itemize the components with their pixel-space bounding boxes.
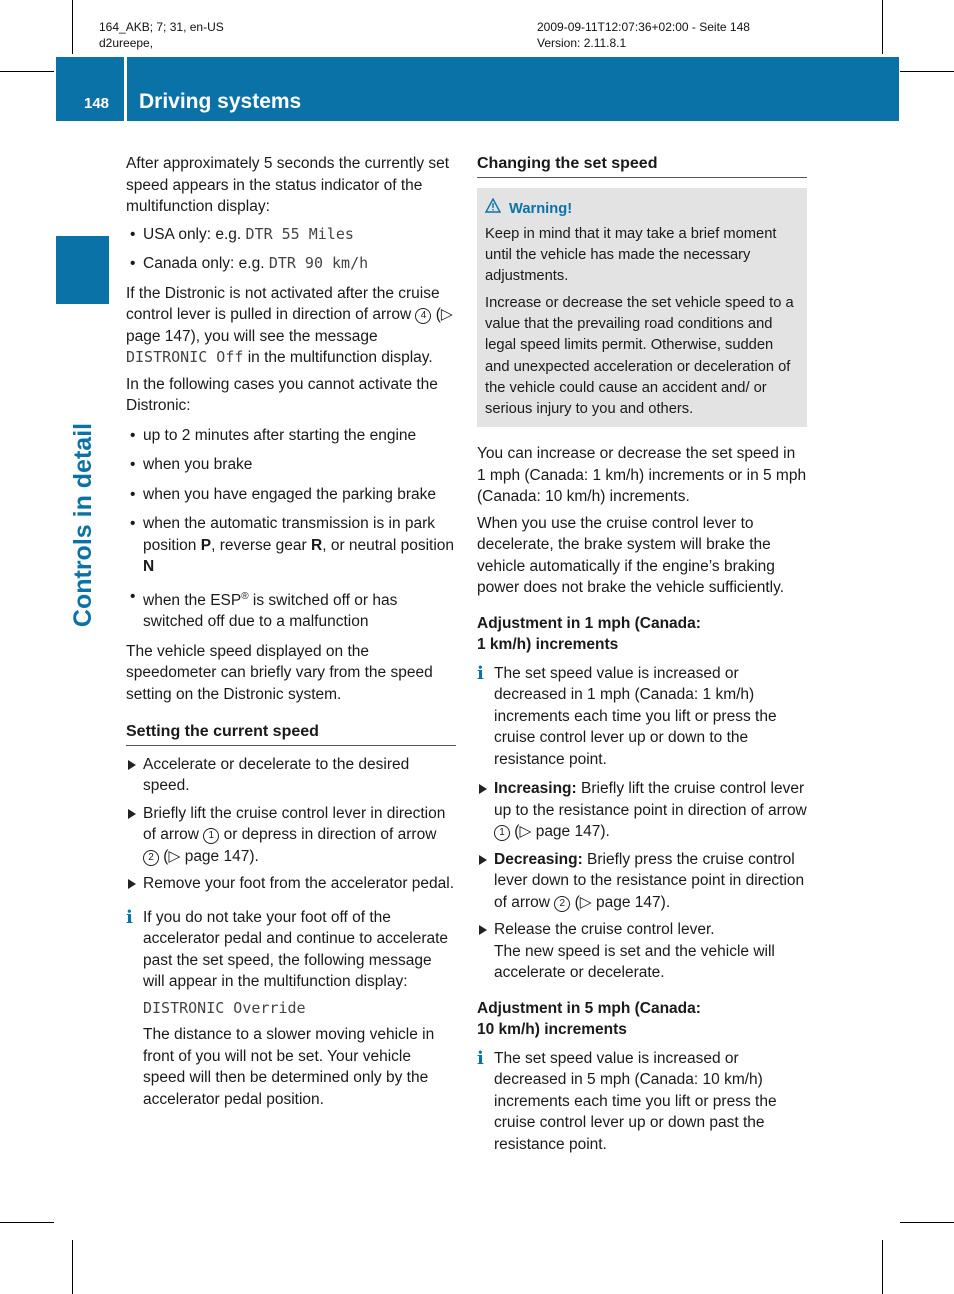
paragraph: You can increase or decrease the set speed in 1 mph (Canada: 1 km/h) increments or in 5 mph (Canada: 10 km/h) increments. [477,445,807,506]
crop-mark [0,1222,54,1223]
text: (▷ page 147), you will see the message [126,306,453,345]
text: Briefly lift the cruise control lever up to the resistance point in direction of arrow [494,780,807,819]
gear-letter: N [143,558,155,575]
action-step: Remove your foot from the accelerator pedal. [126,873,456,895]
warning-text: Keep in mind that it may take a brief moment until the vehicle has made the necessary adjustments. [485,225,777,285]
crop-mark [0,71,54,72]
info-text: The set speed value is increased or decreased in 1 mph (Canada: 1 km/h) increments each time you lift or press the cruise control lever up or down to the resistance point. [494,664,777,768]
text: (▷ page 147). [510,823,610,841]
arrow-number-icon: 4 [415,308,431,324]
list-item: • when you brake [126,454,456,476]
text: Briefly lift the cruise control lever in direction of arrow [143,804,446,844]
list-item [126,253,456,275]
warning-box [477,188,807,428]
paragraph: The vehicle speed displayed on the speedometer can briefly vary from the speed setting on the Distronic system. [126,642,433,703]
info-note [477,663,807,771]
gear-letter: R [311,536,323,554]
meta-line: d2ureepe, [99,36,154,50]
text: , reverse gear [211,536,312,554]
list-item [126,513,456,578]
warning-title [485,198,799,220]
action-step [477,849,807,914]
action-step: Accelerate or decelerate to the desired speed. [126,754,456,797]
text: (▷ page 147). [570,893,671,911]
step-label: Increasing: [494,780,577,798]
subheading [477,613,807,655]
text: If the Distronic is not activated after the cruise control lever is pulled in direction of arrow [126,284,440,323]
info-note [126,907,456,1111]
crop-mark [882,1240,883,1294]
info-text: The distance to a slower moving vehicle in front of you will not be set. Your vehicle speed will then be determined only by the accelerator pedal position. [143,1026,435,1108]
meta-line: Version: 2.11.8.1 [537,36,627,50]
list-text: Canada only: e.g. [143,255,269,272]
right-column [477,153,807,1163]
step-label: Decreasing: [494,850,583,868]
list-text: USA only: e.g. [143,225,246,243]
intro-paragraph: After approximately 5 seconds the currently set speed appears in the status indicator of the multifunction display: [126,155,450,215]
crop-mark [900,71,954,72]
action-step [126,803,456,868]
text: when the ESP [143,591,242,609]
list-item [126,224,456,246]
side-tab [56,236,109,304]
arrow-number-icon: 1 [494,825,510,841]
page-number: 148 [84,95,110,112]
text: (▷ page 147). [159,847,259,865]
print-meta-left [99,19,224,51]
subheading [477,998,807,1040]
display-code: DISTRONIC Off [126,348,244,366]
warning-title-text: Warning! [509,200,573,217]
chapter-side-label: Controls in detail [68,422,97,628]
paragraph: When you use the cruise control lever to decelerate, the brake system will brake the vehicle automatically if the engine’s braking power does not brake the vehicle sufficiently. [477,514,785,597]
text: when the automatic transmission is in park position [143,515,436,554]
step-result: The new speed is set and the vehicle will accelerate or decelerate. [494,942,775,982]
paragraph [126,283,456,369]
meta-line: 2009-09-11T12:07:36+02:00 - Seite 148 [537,20,750,34]
text: in the multifunction display. [243,349,433,366]
info-icon: i [477,662,484,684]
crop-mark [72,0,73,54]
crop-mark [72,1240,73,1294]
section-heading: Setting the current speed [126,721,456,746]
step-text: Release the cruise control lever. [494,921,715,939]
section-heading: Changing the set speed [477,153,807,178]
subheading-line: 10 km/h) increments [477,1020,627,1038]
arrow-number-icon: 2 [554,896,570,912]
action-step [477,778,807,843]
display-code: DTR 90 km/h [268,254,369,272]
info-text: If you do not take your foot off of the accelerator pedal and continue to accelerate past the set speed, the following message will appear in the multifunction display: [143,908,449,991]
paragraph: In the following cases you cannot activate the Distronic: [126,375,438,414]
subheading-line: Adjustment in 1 mph (Canada: [477,614,701,632]
gear-letter: P [200,536,212,554]
section-title: Driving systems [139,90,302,113]
text: , or neutral position [322,536,455,554]
info-note [477,1048,807,1156]
arrow-number-icon: 2 [143,850,159,866]
subheading-line: Adjustment in 5 mph (Canada: [477,999,701,1017]
crop-mark [882,0,883,54]
info-icon: i [477,1047,484,1069]
crop-mark [900,1222,954,1223]
page-header [56,57,899,121]
header-divider [124,57,127,121]
arrow-number-icon: 1 [203,828,219,844]
text: or depress in direction of arrow [219,826,437,844]
display-code: DISTRONIC Override [143,998,306,1017]
list-item [126,586,456,633]
warning-triangle-icon [485,198,509,220]
left-column [126,153,456,1118]
display-code: DTR 55 Miles [245,224,354,243]
list-item: • when you have engaged the parking brake [126,484,456,506]
registered-mark: ® [241,590,249,602]
info-text: The set speed value is increased or decreased in 5 mph (Canada: 10 km/h) increments each time you lift or press the cruise control lever up or down past the resistance point. [494,1049,777,1153]
print-meta-right [537,19,750,51]
text: Briefly press the cruise control lever down to the resistance point in direction of arrow [494,850,805,911]
action-step [477,919,807,984]
warning-text: Increase or decrease the set vehicle speed to a value that the prevailing road conditions and legal speed limits permit. Otherwise, sudden and unexpected acceleration or deceleration of the vehicle could cause an accident and/ or serious injury to you and others. [485,294,794,418]
list-item: • up to 2 minutes after starting the engine [126,425,456,447]
info-icon: i [126,906,133,928]
text: is switched off or has switched off due to a malfunction [143,591,398,631]
subheading-line: 1 km/h) increments [477,635,619,653]
meta-line: 164_AKB; 7; 31, en-US [99,20,224,34]
